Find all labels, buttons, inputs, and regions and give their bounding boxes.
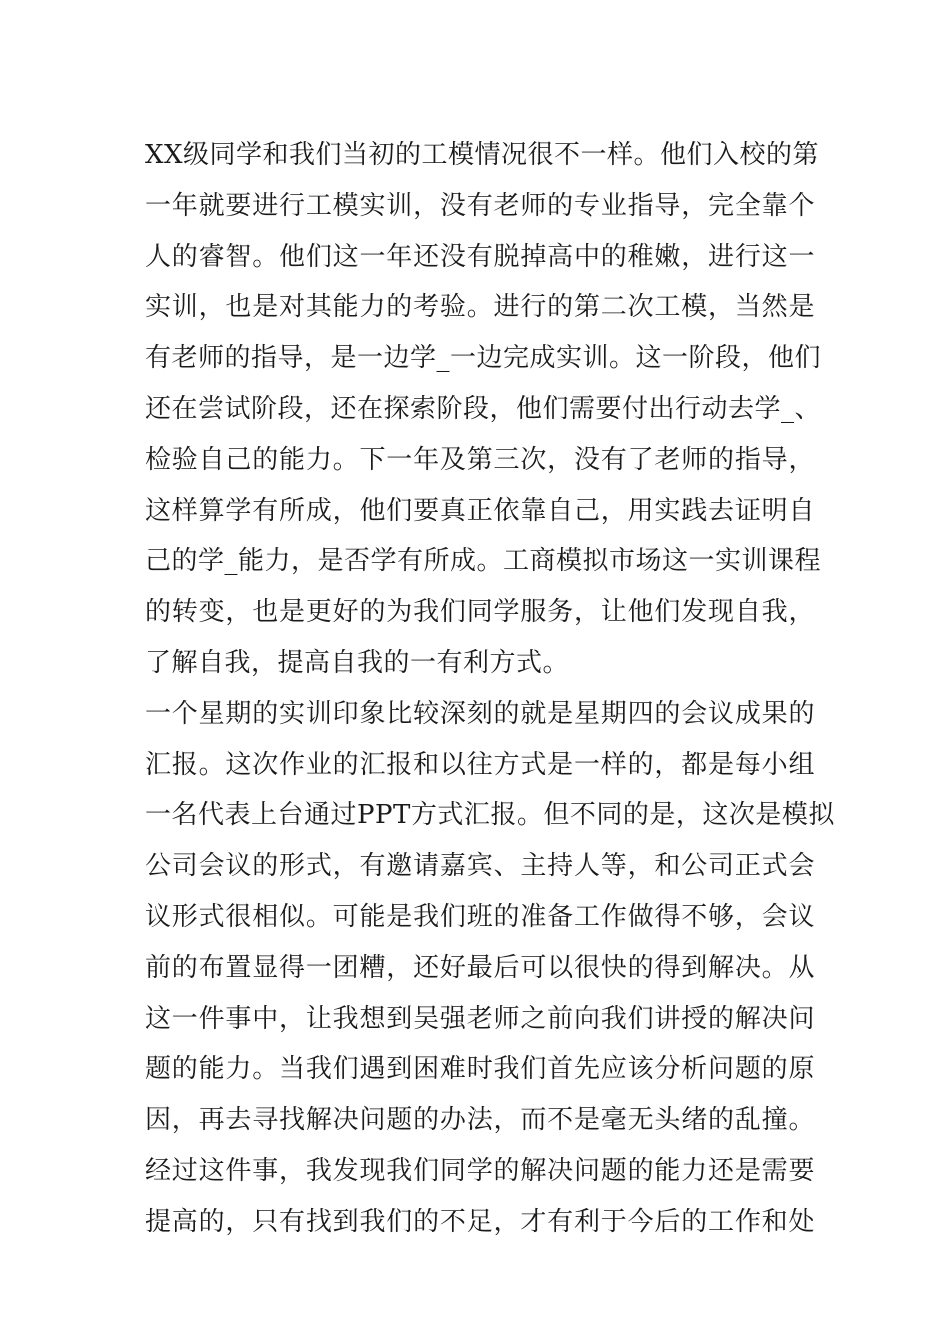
text-line: 这一件事中，让我想到吴强老师之前向我们讲授的解决问 xyxy=(145,1003,815,1034)
text-line: 一名代表上台通过PPT方式汇报。但不同的是，这次是模拟 xyxy=(145,800,835,831)
text-line: 因，再去寻找解决问题的办法，而不是毫无头绪的乱撞。 xyxy=(145,1105,815,1136)
text-line: 前的布置显得一团糟，还好最后可以很快的得到解决。从 xyxy=(145,952,815,983)
text-line: XX级同学和我们当初的工模情况很不一样。他们入校的第 xyxy=(145,140,820,170)
text-line: 提高的，只有找到我们的不足，才有利于今后的工作和处 xyxy=(145,1206,815,1237)
text-line: 题的能力。当我们遇到困难时我们首先应该分析问题的原 xyxy=(145,1054,815,1085)
text-line: 经过这件事，我发现我们同学的解决问题的能力还是需要 xyxy=(145,1155,815,1186)
text-line: 一个星期的实训印象比较深刻的就是星期四的会议成果的 xyxy=(145,698,815,729)
text-line: 己的学_能力，是否学有所成。工商模拟市场这一实训课程 xyxy=(145,546,822,577)
text-line: 人的睿智。他们这一年还没有脱掉高中的稚嫩，进行这一 xyxy=(145,241,815,272)
text-line: 一年就要进行工模实训，没有老师的专业指导，完全靠个 xyxy=(145,190,815,221)
text-line: 的转变，也是更好的为我们同学服务，让他们发现自我， xyxy=(145,597,815,628)
text-line: 这样算学有所成，他们要真正依靠自己，用实践去证明自 xyxy=(145,495,815,526)
text-line: 实训，也是对其能力的考验。进行的第二次工模，当然是 xyxy=(145,292,815,323)
text-line: 汇报。这次作业的汇报和以往方式是一样的，都是每小组 xyxy=(145,749,815,780)
text-line: 还在尝试阶段，还在探索阶段，他们需要付出行动去学_、 xyxy=(145,393,822,424)
text-line: 了解自我，提高自我的一有利方式。 xyxy=(145,647,570,678)
text-line: 公司会议的形式，有邀请嘉宾、主持人等，和公司正式会 xyxy=(145,851,815,882)
text-line: 检验自己的能力。下一年及第三次，没有了老师的指导， xyxy=(145,444,815,475)
text-line: 有老师的指导，是一边学_一边完成实训。这一阶段，他们 xyxy=(145,343,822,374)
body-text xyxy=(145,130,835,1248)
text-line: 议形式很相似。可能是我们班的准备工作做得不够，会议 xyxy=(145,901,815,932)
